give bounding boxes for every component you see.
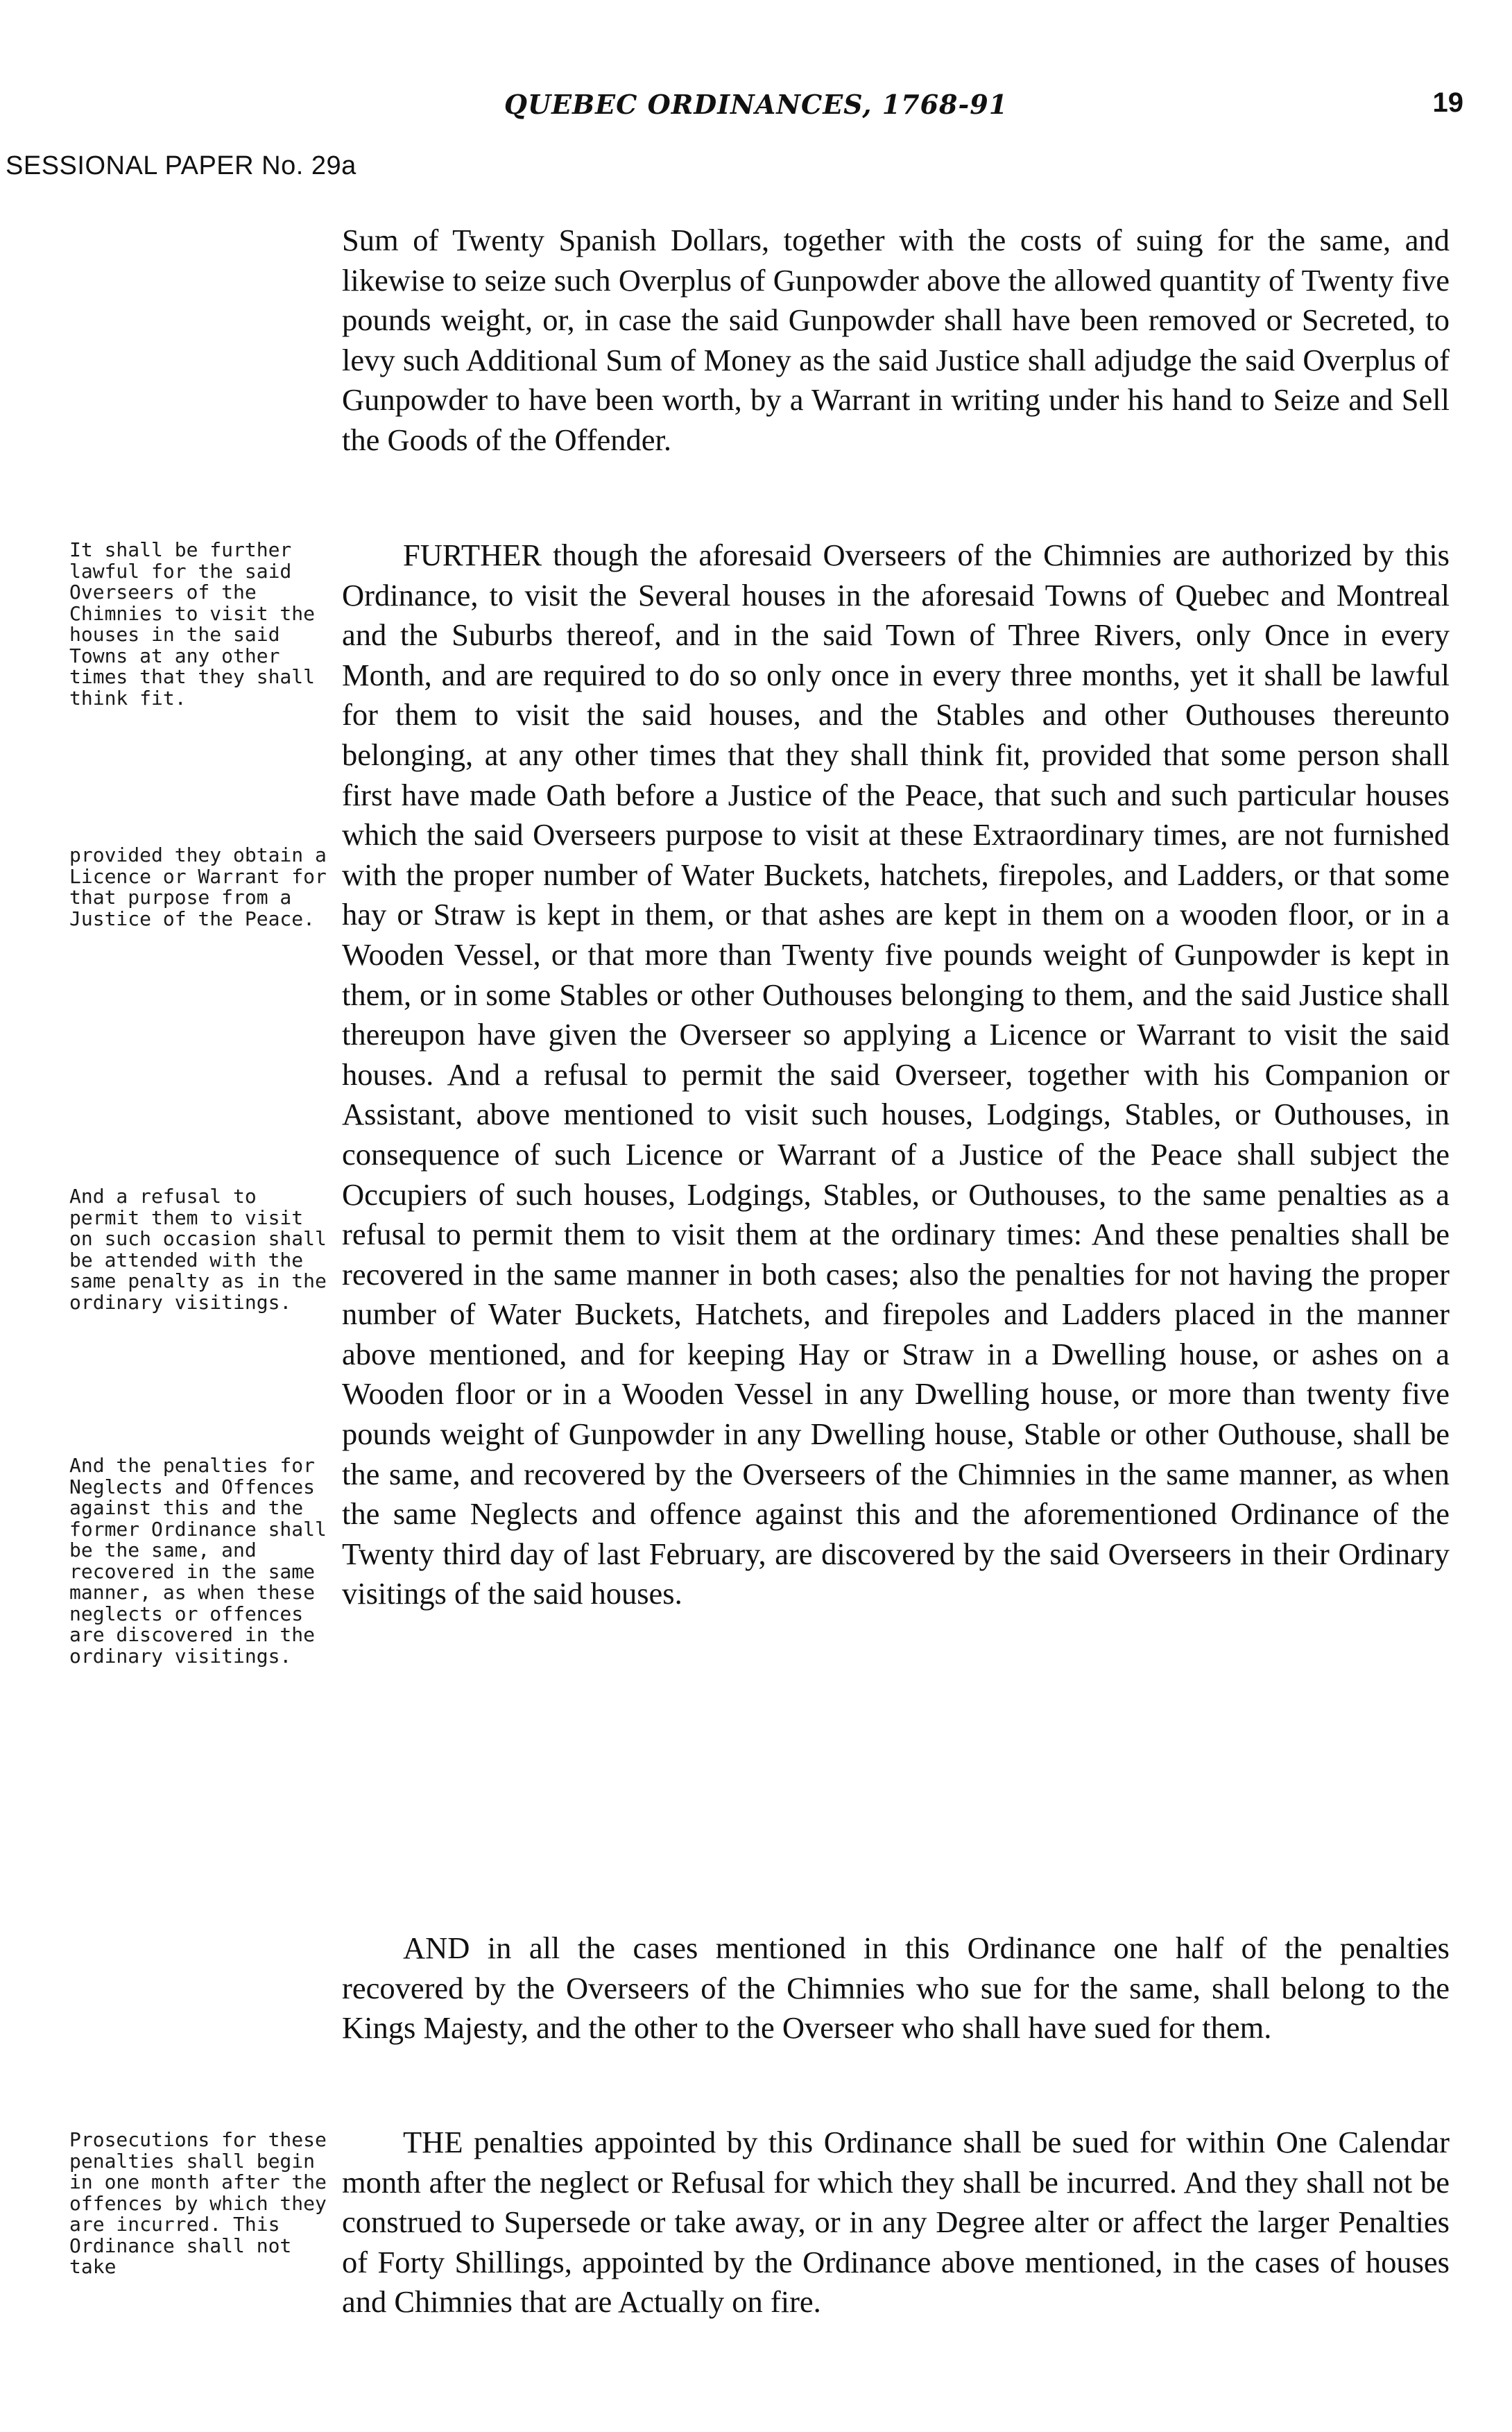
paragraph-continuation: Sum of Twenty Spanish Dollars, together with the costs of suing for the same, and likewise to seize such Overplus of Gunpowder above the allowed quantity of Twenty five pounds weight, or, in case the said Gunpowder shall have been removed or Secreted, to levy such Additional Sum of Money as the said Justice shall adjudge the said Overplus of Gunpowder to have been worth, by a Warrant in writing under his hand to Seize and Sell the Goods of the Offender. xyxy=(342,223,1450,457)
margin-note-licence: provided they obtain a Licence or Warrant for that purpose from a Justice of the Peace. xyxy=(69,844,327,930)
sessional-paper-label: SESSIONAL PAPER No. 29a xyxy=(6,151,356,180)
paragraph-the-penalties: THE penalties appointed by this Ordinance shall be sued for within One Calendar month after the neglect or Refusal for which they shall be incurred. And they shall not be construed to Supersede or take away, or in any Degree alter or affect the larger Penalties of Forty Shillings, appointed by the Ordinance above mentioned, in the cases of houses and Chimnies that are Actually on fire. xyxy=(342,2125,1450,2320)
margin-note-refusal: And a refusal to permit them to visit on such occasion shall be attended with the same penalty as in the ordinary visitings. xyxy=(69,1185,327,1314)
running-title: QUEBEC ORDINANCES, 1768-91 xyxy=(504,89,1008,120)
paragraph-further: FURTHER though the aforesaid Overseers of the Chimnies are authorized by this Ordinance, to visit the Several houses in the aforesaid Towns of Quebec and Montreal and the Suburbs thereof, and in the said Town of Three Rivers, only Once in every Month, and are required to do so only once in every three months, yet it shall be lawful for them to visit the said houses, and the Stables and other Outhouses thereunto belonging, at any other times that they shall think fit, provided that some person shall first have made Oath before a Justice of the Peace, that such and such particular houses which the said Overseers purpose to visit at these Extraordinary times, are not furnished with the proper number of Water Buckets, hatchets, firepoles, and Ladders, or that some hay or Straw is kept in them, or that ashes are kept in them on a wooden floor, or in a Wooden Vessel, or that more than Twenty five pounds weight of Gunpowder is kept in them, or in some Stables or other Outhouses belonging to them, and the said Justice shall thereupon have given the Overseer so applying a Licence or Warrant to visit the said houses. And a refusal to permit the said Overseer, together with his Companion or Assistant, above mentioned to visit such houses, Lodgings, Stables, or Outhouses, in consequence of such Licence or Warrant of a Justice of the Peace shall subject the Occupiers of such houses, Lodgings, Stables, or Outhouses, to the same penalties as a refusal to permit them to visit them at the ordinary times: And these penalties shall be recovered in the same manner in both cases; also the penalties for not having the proper number of Water Buckets, Hatchets, and firepoles and Ladders placed in the manner above mentioned, and for keeping Hay or Straw in a Dwelling house, or ashes on a Wooden floor or in a Wooden Vessel in any Dwelling house, or more than twenty five pounds weight of Gunpowder in any Dwelling house, Stable or other Outhouse, shall be the same, and recovered by the Overseers of the Chimnies in the same manner, as when the same Neglects and offence against this and the aforementioned Ordinance of the Twenty third day of last February, are discovered by the said Overseers in their Ordinary visitings of the said houses. xyxy=(342,538,1450,1611)
paragraph-and-in-all: AND in all the cases mentioned in this Ordinance one half of the penalties recovered by the Overseers of the Chimnies who sue for the same, shall belong to the Kings Majesty, and the other to the Overseer who shall have sued for them. xyxy=(342,1930,1450,2046)
margin-note-prosecutions: Prosecutions for these penalties shall begin in one month after the offences by which they are incurred. This Ordinance shall not take xyxy=(69,2128,327,2278)
margin-note-further-lawful: It shall be further lawful for the said Overseers of the Chimnies to visit the houses in the said Towns at any other times that they shall think fit. xyxy=(69,538,316,710)
margin-note-penalties-same: And the penalties for Neglects and Offences against this and the former Ordinance shall be the same, and recovered in the same manner, as when these neglects or offences are discovered in the ordinary visitings. xyxy=(69,1454,327,1668)
page-number: 19 xyxy=(1432,87,1463,118)
